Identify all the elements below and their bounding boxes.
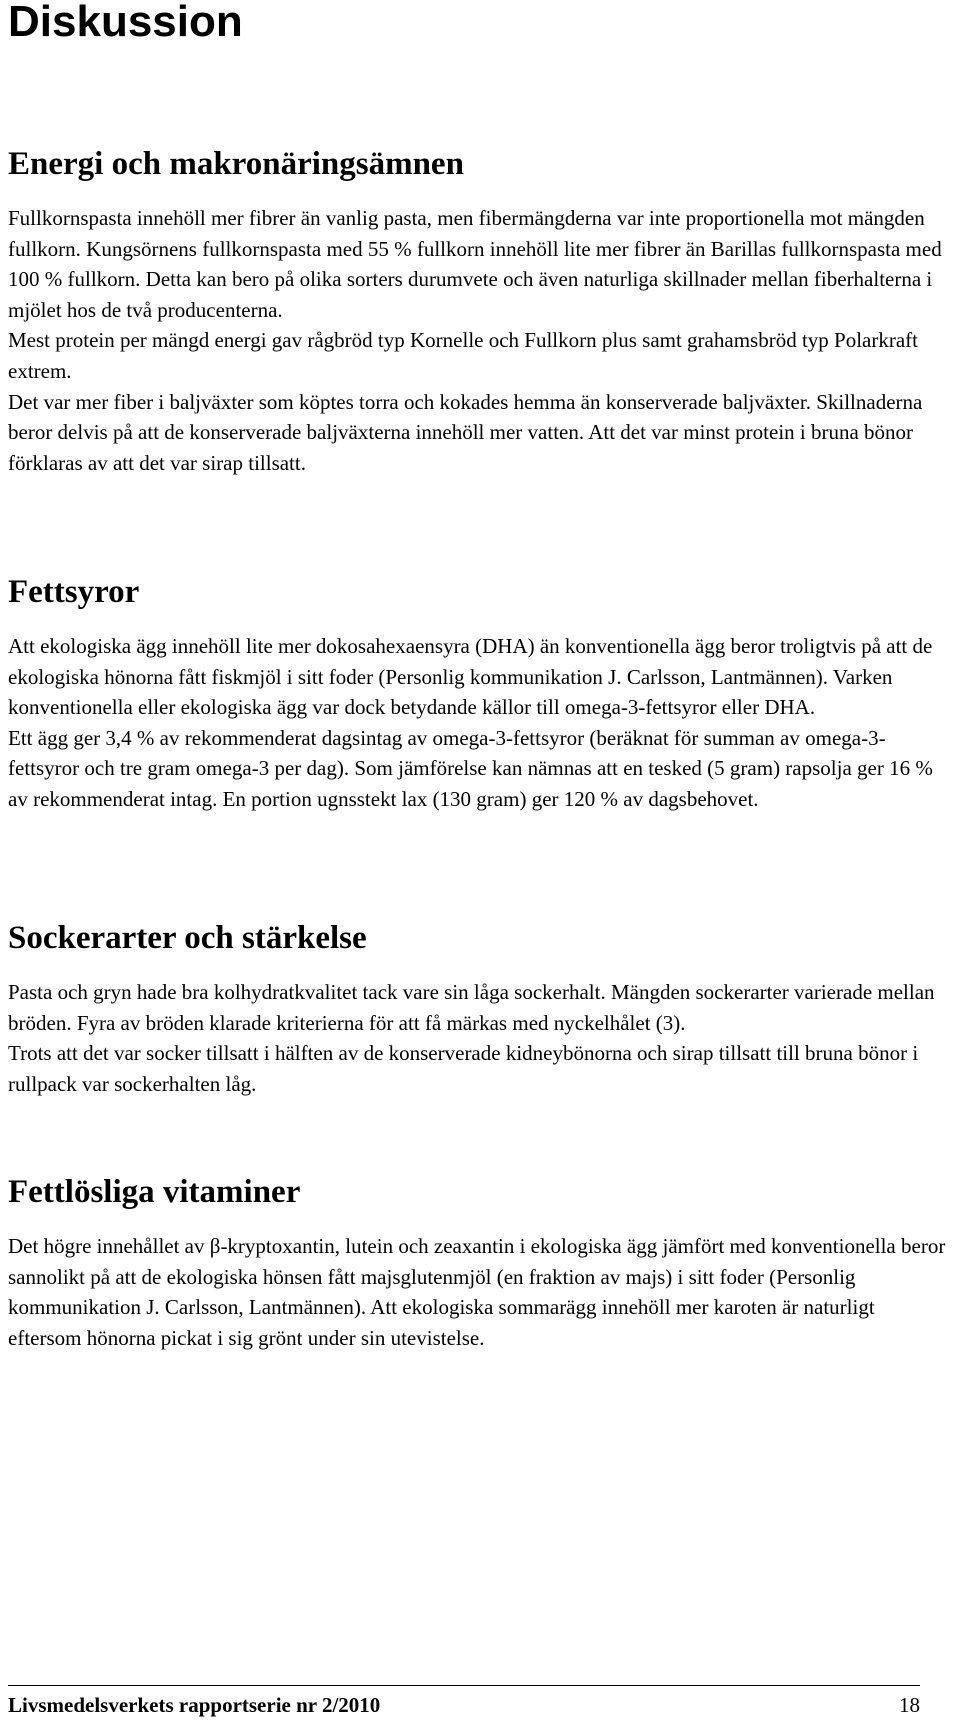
section-heading: Fettsyror [8, 574, 140, 610]
paragraph: Att ekologiska ägg innehöll lite mer dokosahexaensyra (DHA) än konventionella ägg beror troligtvis på att de ekologiska hönorna fått fiskmjöl i sitt foder (Personlig kommunikation J. Carlsson, Lantmännen). Varken konventionella eller ekologiska ägg var dock betydande källor till omega-3-fettsyror eller DHA. [8, 634, 933, 720]
paragraph: Det var mer fiber i baljväxter som köptes torra och kokades hemma än konserverade baljväxter. Skillnaderna beror delvis på att de konserverade baljväxterna innehöll mer vatten. Att det var minst protein i bruna bönor förklaras av att det var sirap tillsatt. [8, 389, 923, 475]
section-body [8, 631, 948, 815]
page-title: Diskussion [8, 0, 243, 46]
paragraph: Fullkornspasta innehöll mer fibrer än vanlig pasta, men fibermängderna var inte proportionella mot mängden fullkorn. Kungsörnens fullkornspasta med 55 % fullkorn innehöll lite mer fibrer än Barillas fullkornspasta med 100 % fullkorn. Detta kan bero på olika sorters durumvete och även naturliga skillnader mellan fiberhalterna i mjölet hos de två producenterna. [8, 206, 942, 322]
section-fettlosliga-vitaminer [8, 1172, 948, 1353]
paragraph: Pasta och gryn hade bra kolhydratkvalitet tack vare sin låga sockerhalt. Mängden sockerarter varierade mellan bröden. Fyra av bröden klarade kriterierna för att få märkas med nyckelhålet (3). [8, 980, 935, 1035]
section-body [8, 203, 948, 478]
section-heading: Fettlösliga vitaminer [8, 1174, 301, 1210]
section-heading: Sockerarter och stärkelse [8, 920, 367, 956]
paragraph: Det högre innehållet av β-kryptoxantin, lutein och zeaxantin i ekologiska ägg jämfört med konventionella beror sannolikt på att de ekologiska hönsen fått majsglutenmjöl (en fraktion av majs) i sitt foder (Personlig kommunikation J. Carlsson, Lantmännen). Att ekologiska sommarägg innehöll mer karoten är naturligt eftersom hönorna pickat i sig grönt under sin utevistelse. [8, 1234, 946, 1350]
section-sockerarter-och-starkelse [8, 918, 948, 1099]
page-footer [8, 1685, 920, 1718]
section-fettsyror [8, 572, 948, 815]
page-number: 18 [899, 1693, 920, 1717]
section-heading: Energi och makronäringsämnen [8, 146, 464, 182]
paragraph: Ett ägg ger 3,4 % av rekommenderat dagsintag av omega-3-fettsyror (beräknat för summan av omega-3-fettsyror och tre gram omega-3 per dag). Som jämförelse kan nämnas att en tesked (5 gram) rapsolja ger 16 % av rekommenderat intag. En portion ugnsstekt lax (130 gram) ger 120 % av dagsbehovet. [8, 725, 933, 811]
paragraph: Trots att det var socker tillsatt i hälften av de konserverade kidneybönorna och sirap tillsatt till bruna bönor i rullpack var sockerhalten låg. [8, 1041, 919, 1096]
footer-series: Livsmedelsverkets rapportserie nr 2/2010 [8, 1693, 381, 1717]
section-energi-och-makronaringsamnen [8, 144, 948, 478]
section-body [8, 1231, 948, 1353]
paragraph: Mest protein per mängd energi gav rågbröd typ Kornelle och Fullkorn plus samt grahamsbröd typ Polarkraft extrem. [8, 328, 918, 383]
section-body [8, 977, 948, 1099]
